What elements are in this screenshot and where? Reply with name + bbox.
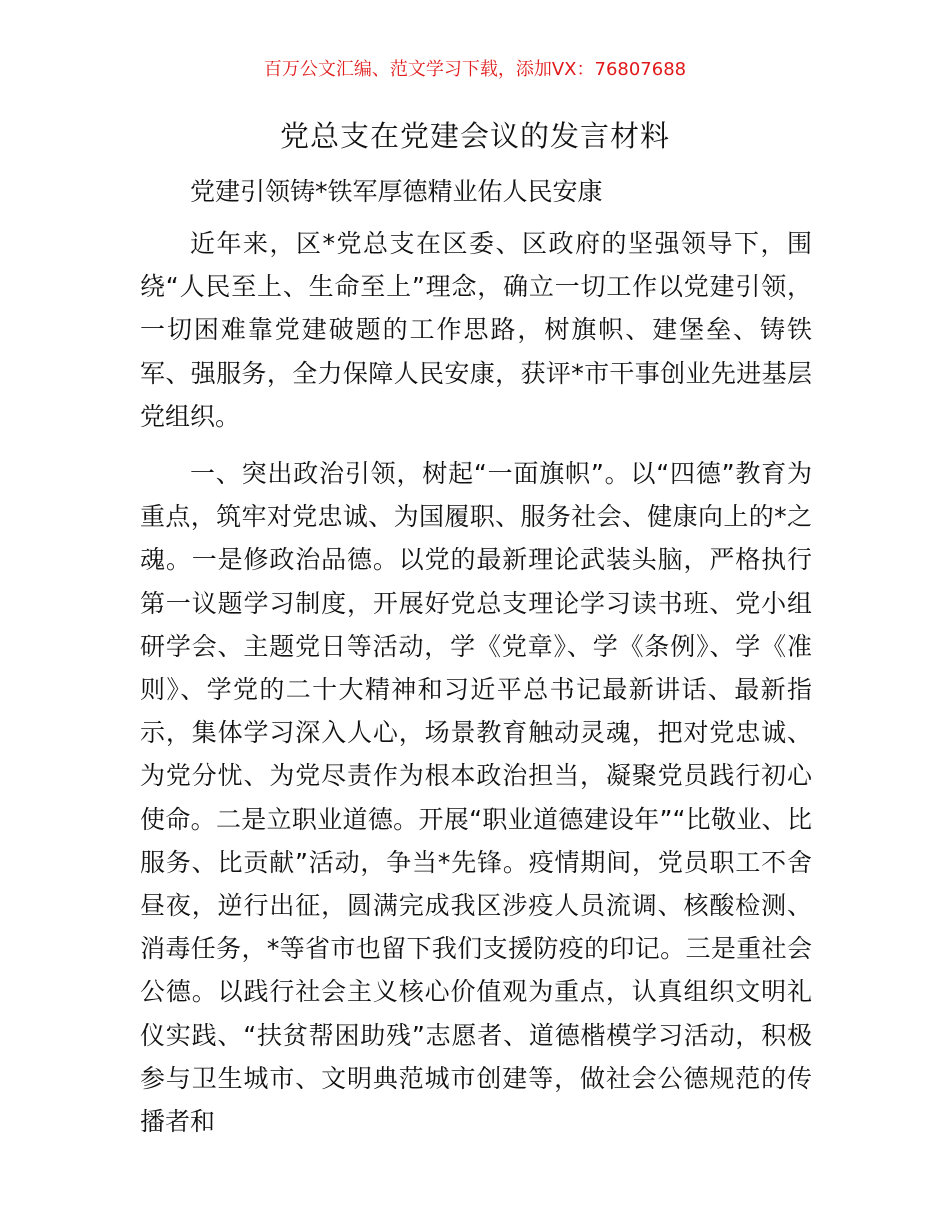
document-title: 党总支在党建会议的发言材料 bbox=[279, 119, 670, 153]
header-banner: 百万公文汇编、范文学习下载，添加VX：76807688 bbox=[263, 59, 687, 80]
paragraph-section-one: 一、突出政治引领，树起“一面旗帜”。以“四德”教育为重点，筑牢对党忠诚、为国履职、服务社会、健康向上的*之魂。一是修政治品德。以党的最新理论武装头脑，严格执行第一议题学习制度，开展好党总支理论学习读书班、党小组研学会、主题党日等活动，学《党章》、学《条例》、学《准则》、学党的二十大精神和习近平总书记最新讲话、最新指示，集体学习深入人心，场景教育触动灵魂，把对党忠诚、为党分忧、为党尽责作为根本政治担当，凝聚党员践行初心使命。二是立职业道德。开展“职业道德建设年”“比敬业、比服务、比贡献”活动，争当*先锋。疫情期间，党员职工不舍昼夜，逆行出征，圆满完成我区涉疫人员流调、核酸检测、消毒任务，*等省市也留下我们支援防疫的印记。三是重社会公德。以践行社会主义核心价值观为重点，认真组织文明礼仪实践、“扶贫帮困助残”志愿者、道德楷模学习活动，积极参与卫生城市、文明典范城市创建等，做社会公德规范的传播者和 bbox=[140, 459, 812, 1137]
paragraph-intro: 近年来，区*党总支在区委、区政府的坚强领导下，围绕“人民至上、生命至上”理念，确立一切工作以党建引领，一切困难靠党建破题的工作思路，树旗帜、建堡垒、铸铁军、强服务，全力保障人民安康，获评*市干事创业先进基层党组织。 bbox=[140, 229, 812, 431]
document-body bbox=[140, 222, 812, 1143]
document-subtitle: 党建引领铸*铁军厚德精业佑人民安康 bbox=[190, 177, 603, 206]
